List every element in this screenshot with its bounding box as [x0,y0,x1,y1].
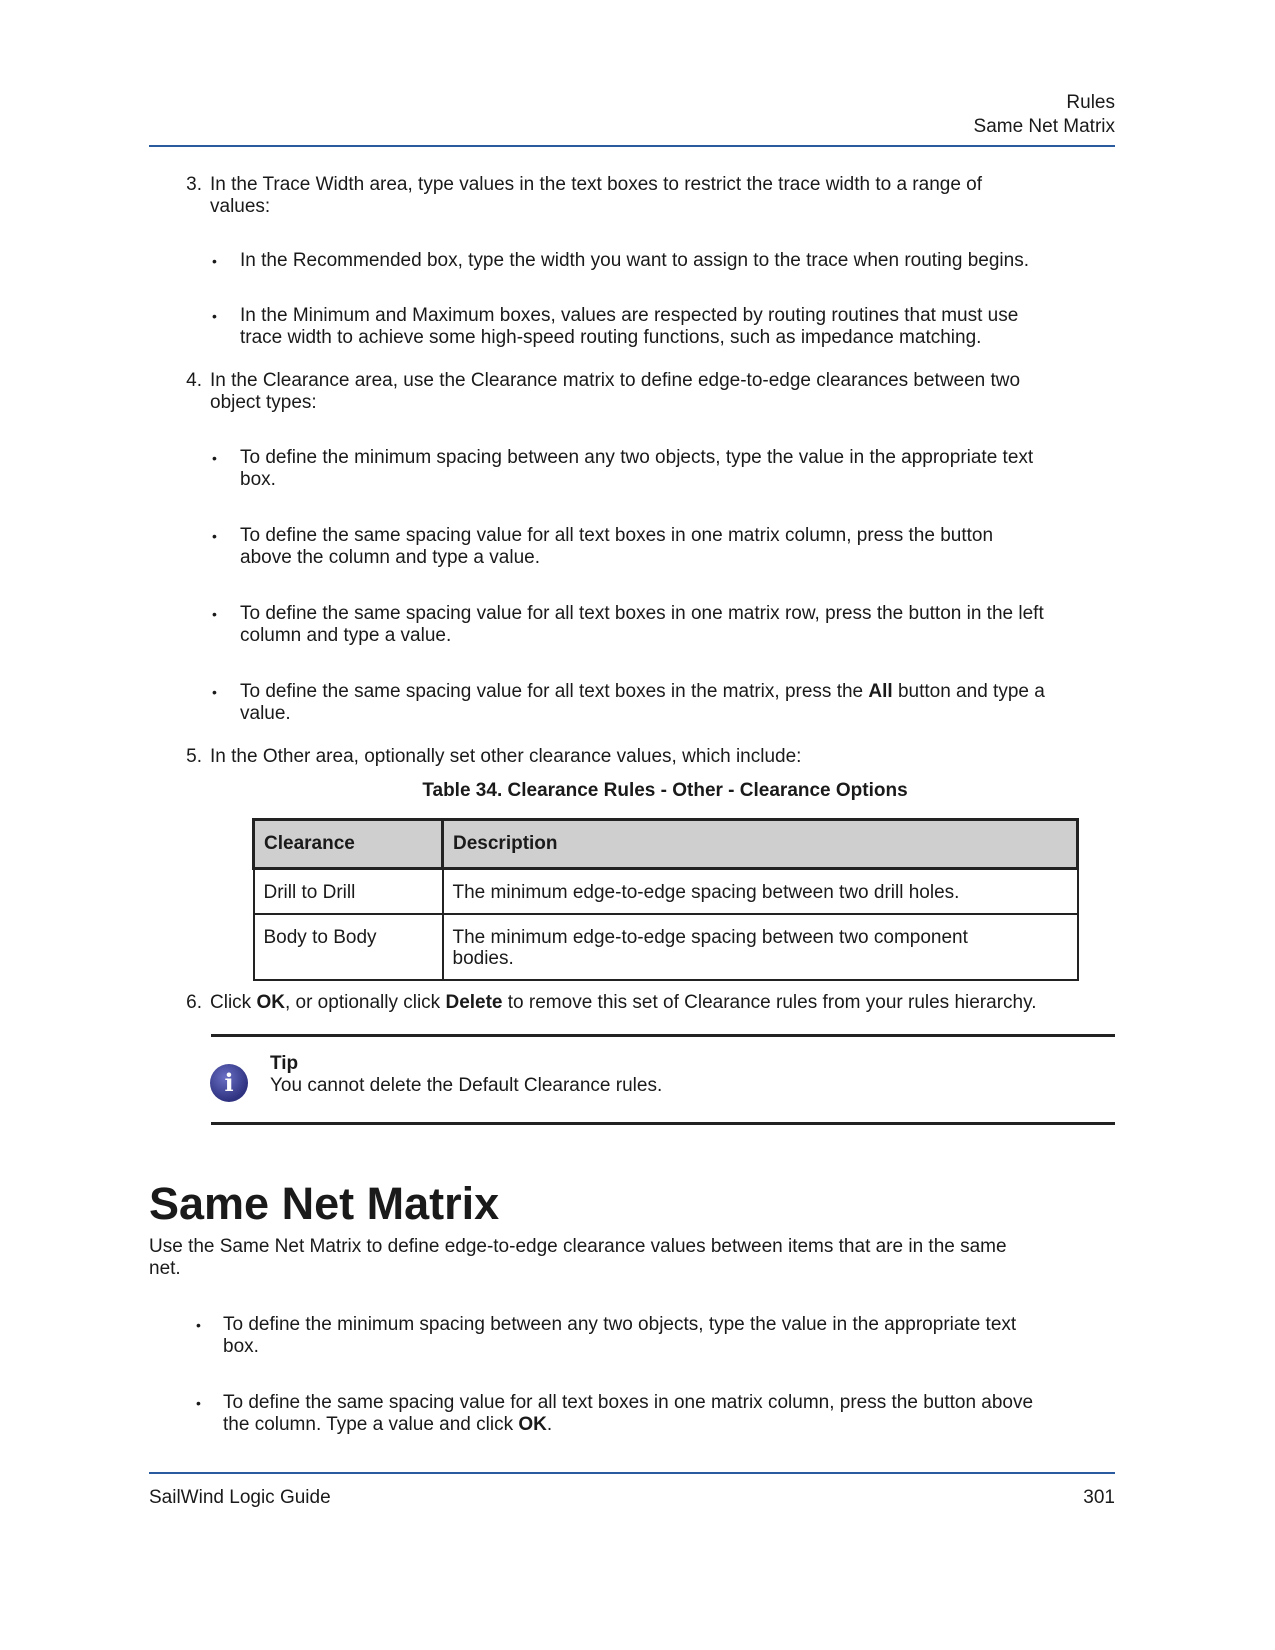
bullet-text: value. [240,703,291,724]
info-icon: i [210,1064,248,1102]
step-number: 6. [186,992,202,1013]
tip-text: You cannot delete the Default Clearance rules. [270,1075,663,1096]
bullet-icon: • [212,253,217,269]
bullet-text-part: button and type a [892,681,1045,702]
tip-title: Tip [270,1053,299,1074]
section-intro: net. [149,1258,181,1279]
bullet-text: To define the minimum spacing between any two objects, type the value in the appropriate text [240,447,1034,468]
bullet-icon: • [196,1317,201,1333]
table-header-cell: Clearance [254,820,443,869]
bullet-text-part: To define the same spacing value for all text boxes in the matrix, press the [240,681,869,702]
footer-title: SailWind Logic Guide [149,1487,331,1508]
bullet-icon: • [212,684,217,700]
step-text: object types: [210,392,317,413]
bullet-text: To define the minimum spacing between any two objects, type the value in the appropriate text [223,1314,1017,1335]
bullet-icon: • [196,1395,201,1411]
bullet-text: box. [223,1336,259,1357]
bullet-text: In the Minimum and Maximum boxes, values are respected by routing routines that must use [240,305,1019,326]
table-header-row [254,820,1078,869]
bullet-text: To define the same spacing value for all text boxes in one matrix column, press the button [240,525,994,546]
table-row [254,914,1078,980]
bullet-text-part: the column. Type a value and click [223,1414,519,1435]
bullet-icon: • [212,308,217,324]
bullet-icon: • [212,606,217,622]
step-text: values: [210,196,271,217]
bullet-icon: • [212,528,217,544]
table-row [254,869,1078,915]
table-cell: The minimum edge-to-edge spacing between two drill holes. [443,869,1078,915]
step-text: In the Clearance area, use the Clearance matrix to define edge-to-edge clearances between two [210,370,1021,391]
bullet-text: column and type a value. [240,625,452,646]
bullet-text: box. [240,469,276,490]
bold-term: All [868,681,893,702]
footer-rule [149,1472,1115,1474]
bold-term: OK [518,1414,547,1435]
tip-top-rule [211,1034,1115,1037]
table-cell-line: bodies. [452,948,514,969]
table-header-cell: Description [443,820,1078,869]
page-number: 301 [1083,1487,1115,1508]
bullet-text: above the column and type a value. [240,547,540,568]
step-text: In the Other area, optionally set other clearance values, which include: [210,746,802,767]
step-number: 4. [186,370,202,391]
section-intro: Use the Same Net Matrix to define edge-to-edge clearance values between items that are in the same [149,1236,1007,1257]
bullet-text: To define the same spacing value for all text boxes in one matrix column, press the button above [223,1392,1034,1413]
header-chapter: Rules [1066,92,1115,113]
bold-term: Delete [445,992,503,1013]
step-text: In the Trace Width area, type values in the text boxes to restrict the trace width to a range of [210,174,983,195]
table-cell-line: The minimum edge-to-edge spacing between two component [452,927,968,948]
clearance-options-table [252,818,1079,981]
bullet-icon: • [212,450,217,466]
step-text-part: Click [210,992,257,1013]
step-text-part: to remove this set of Clearance rules from your rules hierarchy. [502,992,1037,1013]
bullet-text: trace width to achieve some high-speed routing functions, such as impedance matching. [240,327,982,348]
step-number: 5. [186,746,202,767]
section-title: Same Net Matrix [149,1178,500,1229]
bold-term: OK [256,992,285,1013]
header-rule [149,145,1115,147]
bullet-text: In the Recommended box, type the width you want to assign to the trace when routing begins. [240,250,1029,271]
table-cell [443,914,1078,980]
bullet-text [223,1414,552,1436]
header-section: Same Net Matrix [973,116,1115,137]
bullet-text [240,681,1045,703]
tip-bottom-rule [211,1122,1115,1125]
table-cell: Drill to Drill [254,869,443,915]
bullet-text-part: . [546,1414,553,1435]
table-caption: Table 34. Clearance Rules - Other - Clearance Options [422,780,908,801]
step-number: 3. [186,174,202,195]
bullet-text: To define the same spacing value for all text boxes in one matrix row, press the button in the left [240,603,1044,624]
table-cell: Body to Body [254,914,443,980]
step-text [210,992,1036,1014]
step-text-part: , or optionally click [284,992,446,1013]
